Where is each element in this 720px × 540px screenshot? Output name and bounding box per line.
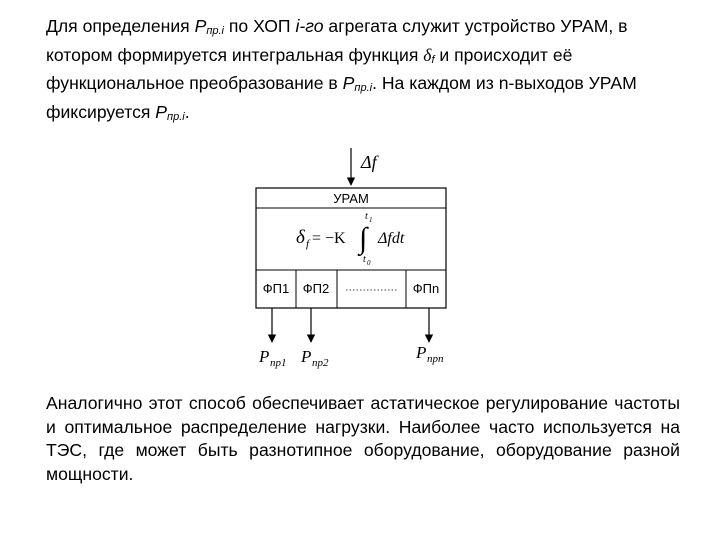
p-symbol: P: [194, 16, 207, 36]
output-labels: [258, 343, 444, 369]
intro-text-2: по ХОП: [224, 16, 296, 36]
formula-integrand: Δfdt: [378, 230, 405, 247]
conclusion-paragraph: Аналогично этот способ обеспечивает астатическое регулирование частоты и оптимальное распределение нагрузки. Наиболее часто используется на ТЭС, где может быть разнотипное оборудование, оборудование разной мощности.: [46, 393, 680, 484]
output-n-p: P: [416, 343, 427, 362]
intro-text-3: агрегата служит устройство УРАМ, в котором формируется интегральная функция: [46, 16, 628, 65]
delta-subscript: f: [431, 53, 435, 66]
output-1-sub: пр1: [270, 357, 287, 369]
cell-fp2: ФП2: [302, 281, 330, 296]
intro-text-1: Для определения: [46, 16, 195, 36]
block-title: УРАМ: [333, 191, 369, 206]
delta-symbol: δ: [423, 44, 432, 65]
formula-upper: t: [365, 211, 368, 222]
intro-text-5: . На каждом из n-выходов УРАМ фиксируется: [46, 73, 637, 122]
formula-mid: = −K: [312, 230, 346, 247]
formula-lower: t: [363, 254, 366, 265]
p-symbol-3: P: [155, 101, 168, 122]
p-subscript-3: пр.i: [167, 110, 185, 123]
p-subscript-2: пр.i: [354, 82, 373, 94]
formula-lhs: δ: [296, 227, 305, 248]
cell-fp1: ФП1: [262, 281, 290, 296]
ith-unit-text: i-го: [295, 16, 324, 36]
output-2-sub: пр2: [312, 357, 329, 369]
intro-text-6: .: [184, 101, 190, 122]
cell-fpn: ФПn: [412, 281, 440, 296]
p-symbol-2: P: [342, 73, 355, 93]
p-subscript-1: пр.i: [206, 25, 224, 37]
output-1-p: P: [259, 347, 270, 366]
input-label: Δf: [361, 152, 377, 172]
formula-lower-sub: 0: [367, 259, 371, 267]
intro-text-4: и происходит её функциональное преобразование в: [46, 44, 573, 93]
formula-lhs-sub: f: [306, 238, 310, 250]
formula-integral: ∫: [359, 222, 368, 255]
formula-upper-sub: 1: [369, 216, 373, 224]
output-n-sub: прn: [427, 353, 444, 365]
output-2-p: P: [301, 347, 312, 366]
